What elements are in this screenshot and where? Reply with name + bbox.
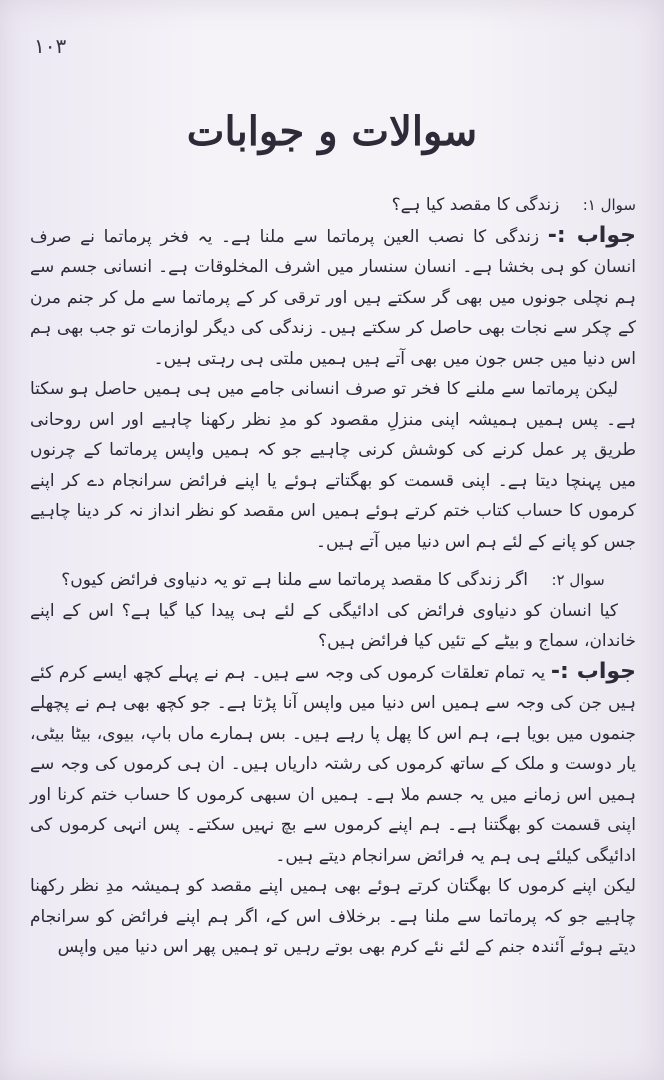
answer-2-text: یہ تمام تعلقات کرموں کی وجہ سے ہیں۔ ہم نے پہلے کچھ ایسے کرم کئے ہیں جن کی وجہ سے ہمیں اس دنیا میں واپس آنا پڑتا ہے۔ جو کچھ بھی ہم نے پچھلے جنموں میں بویا ہے، ہم اس کا پھل پا رہے ہیں۔ بس ہمارے ماں باپ، بیوی، بیٹا بیٹی، یار دوست و ملک کے ساتھ کرموں کی رشتہ داریاں ہیں۔ ان ہی کرموں کی وجہ سے ہمیں اس زمانے میں یہ جسم ملا ہے۔ ہمیں ان سبھی کرموں کا حساب ختم کرنا اور اپنی قسمت کو بھگتنا ہے۔ ہم اپنے کرموں سے بچ نہیں سکتے۔ پس انہی کرموں کی ادائیگی کیلئے ہی ہم یہ فرائض سرانجام دیتے ہیں۔ — [30, 662, 636, 866]
page-body — [30, 190, 636, 963]
spacer — [30, 557, 636, 565]
question-2-line-1: اگر زندگی کا مقصد پرماتما سے ملنا ہے تو یہ دنیاوی فرائض کیوں؟ — [61, 570, 529, 590]
question-2-label: سوال ۲: — [551, 571, 605, 589]
answer-2 — [30, 657, 636, 872]
page-number: ١٠٣ — [34, 34, 67, 58]
question-1 — [30, 190, 636, 221]
paragraph-2: لیکن پرماتما سے ملنے کا فخر تو صرف انسانی جامے میں ہی ہمیں حاصل ہو سکتا ہے۔ پس ہمیں ہمیشہ اپنی منزلِ مقصود کو مدِ نظر رکھنا چاہیے اور اس روحانی طریق پر عمل کرنے کی کوشش کرنی چاہیے جو کہ ہمیں واپس پرماتما کے چرنوں میں پہنچا دیتا ہے۔ اپنی قسمت کو بھگتاتے ہوئے یا اپنے فرائض سرانجام دے کر اپنے کرموں کا حساب کتاب ختم کرتے ہوئے ہمیں اس مقصد کو نظر انداز نہ کر دینا چاہیے جس کو پانے کے لئے ہم اس دنیا میں آتے ہیں۔ — [30, 379, 636, 552]
question-2-line-2: کیا انسان کو دنیاوی فرائض کی ادائیگی کے لئے ہی پیدا کیا گیا ہے؟ اس کے اپنے خاندان، سماج و بیٹے کے تئیں کیا فرائض ہیں؟ — [30, 600, 636, 651]
answer-1-text: زندگی کا نصب العین پرماتما سے ملنا ہے۔ یہ فخر پرماتما نے صرف انسان کو ہی بخشا ہے۔ انسان سنسار میں اشرف المخلوقات ہے۔ انسانی جسم سے ہم نچلی جونوں میں بھی گر سکتے ہیں اور ترقی کر کے پرماتما سے مل کر جنم مرن کے چکر سے نجات بھی حاصل کر سکتے ہیں۔ زندگی کی دیگر لوازمات تو جب بھی ہم اس دنیا میں جس جون میں بھی آتے ہیں ہمیں ملتی ہی رہتی ہیں۔ — [30, 226, 636, 369]
question-2 — [30, 565, 636, 596]
question-1-label: سوال ۱: — [582, 196, 636, 214]
page-title: سوالات و جوابات — [186, 108, 478, 155]
paragraph-4: لیکن اپنے کرموں کا بھگتان کرتے ہوئے بھی ہمیں اپنے مقصد کو ہمیشہ مدِ نظر رکھنا چاہیے جو کہ پرماتما سے ملنا ہے۔ برخلاف اس کے، اگر ہم اپنے فرائض کو سرانجام دیتے ہوئے آئندہ جنم کے لئے نئے کرم بھی بوتے رہیں تو ہمیں پھر اس دنیا میں واپس — [30, 876, 636, 957]
answer-1-label: جواب :- — [547, 222, 636, 248]
question-1-text: زندگی کا مقصد کیا ہے؟ — [391, 195, 560, 215]
answer-1 — [30, 221, 636, 375]
answer-2-label: جواب :- — [550, 658, 637, 684]
